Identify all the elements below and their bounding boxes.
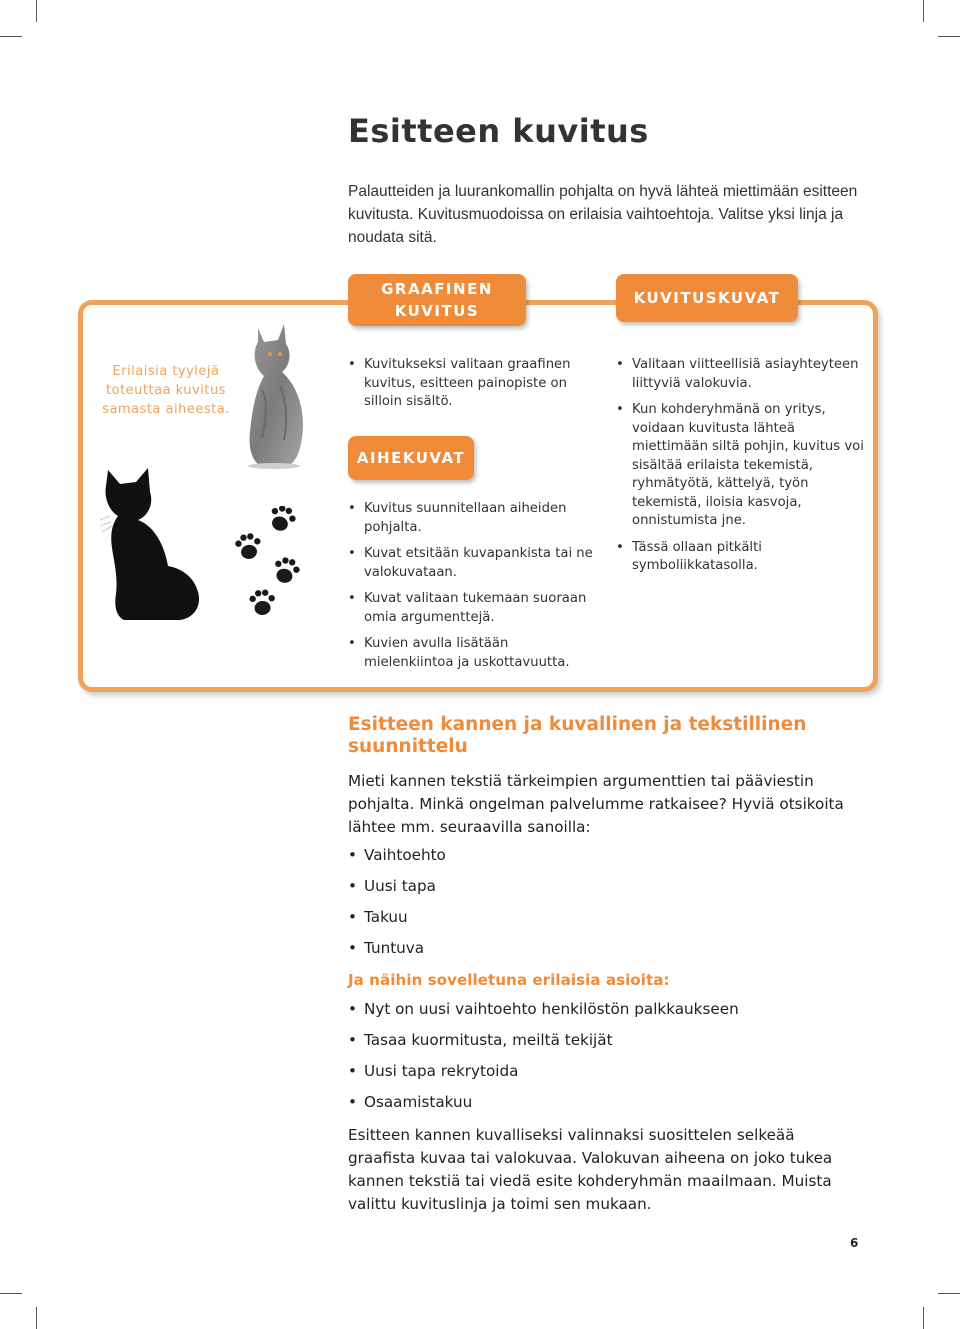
closing-text: Esitteen kannen kuvalliseksi valinnaksi suosittelen selkeää graafista kuvaa tai valokuvaa. Valokuvan aiheena on joko tukea kannen tekstiä tai viedä esite kohderyhmän maailmaan. Muista valittu kuvituslinja ja toimi sen mukaan. — [348, 1126, 833, 1213]
crop-mark — [0, 1293, 22, 1294]
tab-label-line1: GRAAFINEN — [381, 280, 493, 298]
list-item: • Valitaan viitteellisiä asiayhteyteen liittyviä valokuvia. — [616, 356, 868, 393]
kuvituskuvat-list — [616, 356, 868, 584]
list-item: • Takuu — [348, 902, 446, 933]
side-note: Erilaisia tyylejä toteuttaa kuvitus samasta aiheesta. — [102, 364, 230, 417]
list-item: • Kuvat valitaan tukemaan suoraan omia argumenttejä. — [348, 590, 598, 627]
list-item: • Uusi tapa rekrytoida — [348, 1056, 739, 1087]
photo-cat-illustration — [240, 320, 320, 470]
tab-graafinen-kuvitus — [348, 274, 526, 326]
list-item: • Uusi tapa — [348, 871, 446, 902]
intro-text: Palautteiden ja luurankomallin pohjalta on hyvä lähteä miettimään esitteen kuvitusta. Kuvitusmuodoissa on erilaisia vaihtoehtoja. Valitse yksi linja ja noudata sitä. — [348, 183, 858, 246]
section-heading: Esitteen kannen ja kuvallinen ja tekstillinen suunnittelu — [348, 714, 807, 757]
crop-mark — [938, 1293, 960, 1294]
list-item: • Nyt on uusi vaihtoehto henkilöstön palkkaukseen — [348, 994, 739, 1025]
keyword-list — [348, 840, 446, 964]
list-item: • Kuvitus suunnitellaan aiheiden pohjalta. — [348, 500, 598, 537]
applied-list — [348, 994, 739, 1118]
list-item: • Tuntuva — [348, 933, 446, 964]
black-cat-silhouette — [98, 466, 218, 626]
crop-mark — [36, 0, 37, 22]
section-text: Mieti kannen tekstiä tärkeimpien argumenttien tai pääviestin pohjalta. Minkä ongelman palvelumme ratkaisee? Hyviä otsikoita lähtee mm. seuraavilla sanoilla: — [348, 772, 844, 836]
list-item: • Vaihtoehto — [348, 840, 446, 871]
subsection-heading: Ja näihin sovelletuna erilaisia asioita: — [348, 971, 670, 989]
crop-mark — [923, 0, 924, 22]
paw-print-icon — [234, 506, 314, 626]
tab-kuvituskuvat: KUVITUSKUVAT — [616, 274, 798, 322]
crop-mark — [36, 1307, 37, 1329]
crop-mark — [938, 36, 960, 37]
list-item: • Kuvat etsitään kuvapankista tai ne valokuvataan. — [348, 545, 598, 582]
list-item: • Kuvien avulla lisätään mielenkiintoa ja uskottavuutta. — [348, 635, 598, 672]
aihekuvat-list — [348, 500, 598, 680]
page-title: Esitteen kuvitus — [348, 112, 649, 150]
list-item: • Kuvitukseksi valitaan graafinen kuvitus, esitteen painopiste on silloin sisältö. — [348, 356, 598, 412]
tab-label-line2: KUVITUS — [394, 302, 480, 320]
graafinen-list — [348, 356, 598, 412]
list-item: • Kun kohderyhmänä on yritys, voidaan kuvitusta lähteä miettimään siltä pohjin, kuvitus voi sisältää erilaista tekemistä, ryhmätyötä, kättelyä, työn tekemistä, iloisia kasvoja, onnistumista jne. — [616, 401, 868, 531]
crop-mark — [0, 36, 22, 37]
list-item: • Tässä ollaan pitkälti symboliikkatasolla. — [616, 539, 868, 576]
list-item: • Tasaa kuormitusta, meiltä tekijät — [348, 1025, 739, 1056]
page-number: 6 — [850, 1236, 859, 1250]
list-item: • Osaamistakuu — [348, 1087, 739, 1118]
crop-mark — [923, 1307, 924, 1329]
tab-aihekuvat: AIHEKUVAT — [348, 436, 474, 480]
